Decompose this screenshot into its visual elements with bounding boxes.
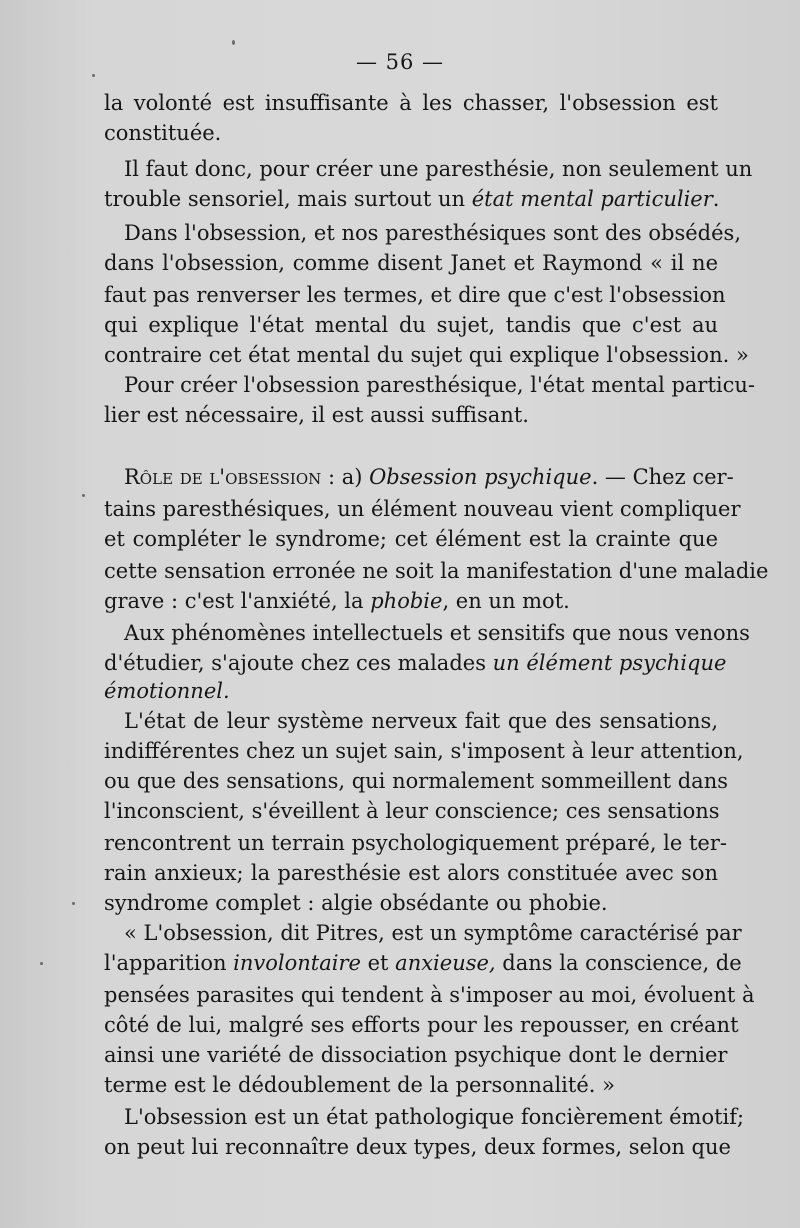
text-line: constituée. (104, 121, 222, 145)
text-line: qui explique l'état mental du sujet, tandis que c'est au (104, 313, 718, 337)
text-line: la volonté est insuffisante à les chasser, l'obsession est (104, 91, 718, 115)
text-line: ou que des sensations, qui normalement sommeillent dans (104, 769, 728, 793)
text-line: faut pas renverser les termes, et dire que c'est l'obsession (104, 283, 726, 307)
text-line: contraire cet état mental du sujet qui explique l'obsession. » (104, 343, 749, 367)
text-line: ainsi une variété de dissociation psychique dont le dernier (104, 1043, 728, 1067)
page-number: — 56 — (355, 50, 445, 74)
text-line: « L'obsession, dit Pitres, est un symptôme caractérisé par (124, 921, 742, 945)
emphasis: involontaire (233, 951, 361, 975)
text-line: Il faut donc, pour créer une paresthésie, non seulement un (124, 157, 753, 181)
text-line: tains paresthésiques, un élément nouveau vient compliquer (104, 497, 741, 521)
text-line: L'état de leur système nerveux fait que des sensations, (124, 709, 718, 733)
paper-speck (40, 962, 43, 965)
text-line: l'apparition involontaire et anxieuse, dans la conscience, de (104, 951, 742, 975)
text-line: terme est le dédoublement de la personnalité. » (104, 1073, 615, 1097)
paper-speck (232, 40, 235, 45)
text-line: L'obsession est un état pathologique foncièrement émotif; (124, 1105, 745, 1129)
text-line: Dans l'obsession, et nos paresthésiques sont des obsédés, (124, 221, 741, 245)
text-line: syndrome complet : algie obsédante ou phobie. (104, 891, 608, 915)
text-line: grave : c'est l'anxiété, la phobie, en un mot. (104, 589, 570, 613)
text-line: côté de lui, malgré ses efforts pour les repousser, en créant (104, 1013, 739, 1037)
section-heading: Rôle de l'obsession (124, 465, 322, 489)
text-line: Aux phénomènes intellectuels et sensitifs que nous venons (124, 621, 750, 645)
paper-speck (82, 494, 85, 497)
text-line: indifférentes chez un sujet sain, s'imposent à leur attention, (104, 739, 744, 763)
paper-speck (92, 74, 95, 77)
text-line: on peut lui reconnaître deux types, deux formes, selon que (104, 1135, 731, 1159)
emphasis: Obsession psychique (369, 465, 592, 489)
paper-speck (72, 902, 75, 905)
emphasis: anxieuse, (395, 951, 496, 975)
emphasis: un élément psychique (492, 651, 727, 675)
section-heading-line: Rôle de l'obsession : a) Obsession psychique. — Chez cer- (124, 465, 734, 489)
text-line: et compléter le syndrome; cet élément est la crainte que (104, 527, 718, 551)
text-line: lier est nécessaire, il est aussi suffisant. (104, 403, 529, 427)
text-line (104, 676, 718, 706)
text-line: trouble sensoriel, mais surtout un état mental particulier. (104, 187, 720, 211)
text-line: Pour créer l'obsession paresthésique, l'état mental particu- (124, 373, 756, 397)
text-line: d'étudier, s'ajoute chez ces malades un élément psychique (104, 651, 727, 675)
text-line: rencontrent un terrain psychologiquement préparé, le ter- (104, 831, 727, 855)
text-line: pensées parasites qui tendent à s'imposer au moi, évoluent à (104, 983, 755, 1007)
text-line: cette sensation erronée ne soit la manifestation d'une maladie (104, 559, 769, 583)
text-line: dans l'obsession, comme disent Janet et Raymond « il ne (104, 251, 718, 275)
emphasis: phobie (370, 589, 443, 613)
text-line: rain anxieux; la paresthésie est alors constituée avec son (104, 861, 718, 885)
emphasis: état mental particulier (471, 187, 713, 211)
text-line: l'inconscient, s'éveillent à leur conscience; ces sensations (104, 799, 720, 823)
emphasis: émotionnel. (104, 679, 230, 703)
